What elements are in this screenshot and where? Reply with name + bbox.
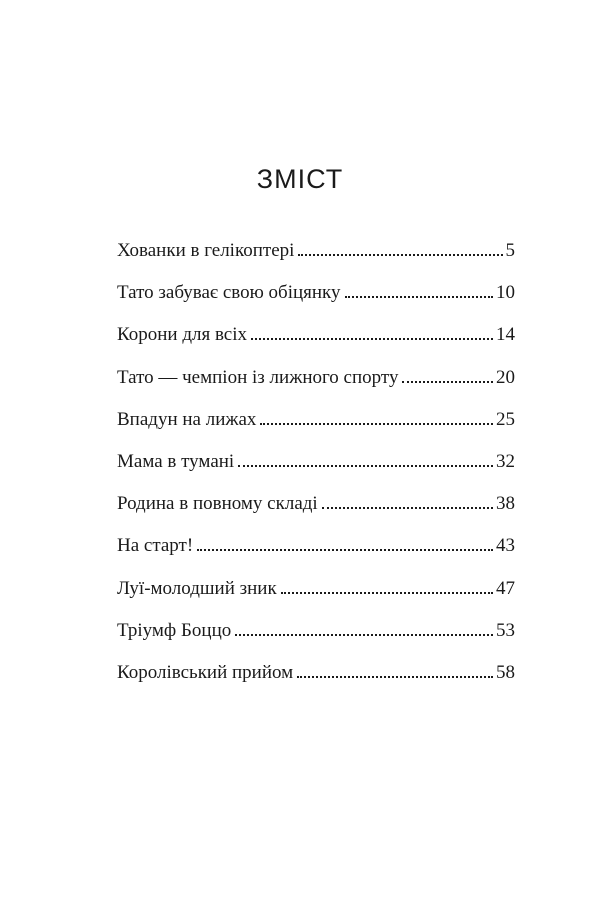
dot-leader xyxy=(235,634,493,636)
toc-entry-title: Тато — чемпіон із лижного спорту xyxy=(117,366,399,388)
toc-entry-title: Хованки в гелікоптері xyxy=(117,240,295,261)
toc-page-number: 25 xyxy=(496,408,515,430)
toc-entry xyxy=(117,447,515,489)
toc-entry-title: На старт! xyxy=(117,535,194,557)
toc-entry xyxy=(117,489,515,531)
dot-leader xyxy=(297,676,493,678)
toc-entry xyxy=(117,574,515,616)
dot-leader xyxy=(345,296,493,298)
dot-leader xyxy=(281,592,493,594)
toc-page-number: 20 xyxy=(496,366,515,388)
toc-page-number: 47 xyxy=(496,577,515,599)
toc-entry xyxy=(117,405,515,447)
toc-page-number: 32 xyxy=(496,450,515,472)
toc-entry xyxy=(117,363,515,405)
toc-entry-title: Мама в тумані xyxy=(117,450,235,472)
toc-page-number: 43 xyxy=(496,535,515,557)
toc-entry-title: Корони для всіх xyxy=(117,324,248,346)
toc-entry-title: Луї-молодший зник xyxy=(117,577,277,599)
toc-entry xyxy=(117,236,515,278)
dot-leader xyxy=(298,254,502,256)
dot-leader xyxy=(402,381,493,383)
page-title: ЗМІСТ xyxy=(256,164,344,195)
toc-entry-title: Тріумф Боццо xyxy=(117,619,232,641)
toc-page-number: 53 xyxy=(496,619,515,641)
dot-leader xyxy=(238,465,493,467)
dot-leader xyxy=(251,338,493,340)
toc-page-number: 10 xyxy=(496,282,515,304)
toc-entry-title: Королівський прийом xyxy=(117,661,294,683)
toc-page-number: 5 xyxy=(505,240,515,261)
toc-entry xyxy=(117,658,515,700)
toc-entry xyxy=(117,320,515,362)
toc-entry-title: Впадун на лижах xyxy=(117,408,257,430)
toc-page-number: 58 xyxy=(496,661,515,683)
toc-page-number: 14 xyxy=(496,324,515,346)
table-of-contents xyxy=(117,236,515,700)
toc-entry xyxy=(117,531,515,573)
toc-entry-title: Тато забуває свою обіцянку xyxy=(117,282,341,304)
dot-leader xyxy=(260,423,493,425)
dot-leader xyxy=(322,507,493,509)
toc-page-number: 38 xyxy=(496,493,515,515)
toc-entry-title: Родина в повному складі xyxy=(117,493,318,515)
toc-entry xyxy=(117,616,515,658)
toc-entry xyxy=(117,278,515,320)
dot-leader xyxy=(197,549,493,551)
